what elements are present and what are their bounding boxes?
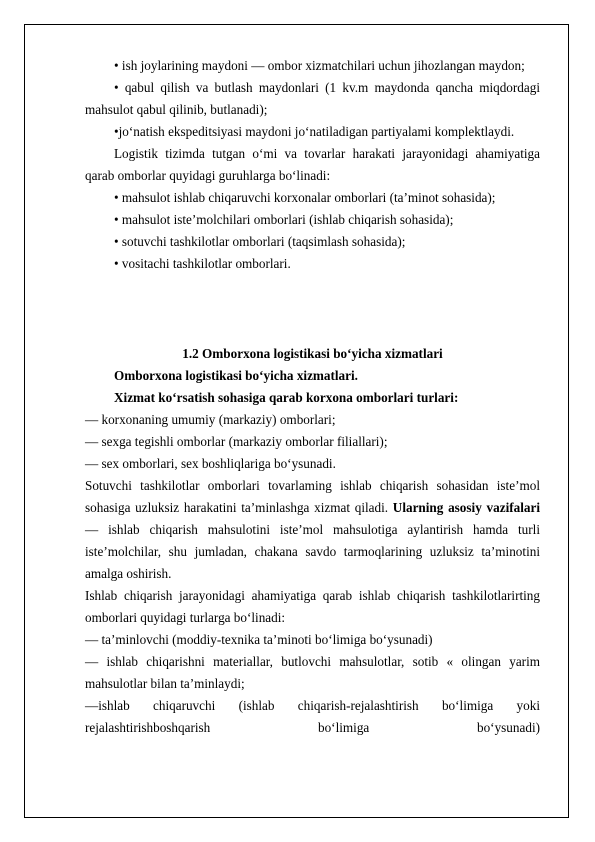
document-body-bottom	[85, 343, 540, 739]
paragraph-warehouse-groups: Logistik tizimda tutgan o‘mi va tovarlar harakati jarayonidagi ahamiyatiga qarab omborlar quyidagi guruhlarga bo‘linadi:	[85, 146, 540, 183]
bullet-producer-warehouses: • mahsulot ishlab chiqaruvchi korxonalar omborlari (ta’minot sohasida);	[114, 190, 496, 205]
dash-central-warehouses: — korxonaning umumiy (markaziy) omborlari;	[85, 412, 336, 427]
subheading-services: Omborxona logistikasi bo‘yicha xizmatlari.	[114, 368, 358, 383]
bullet-consumer-warehouses: • mahsulot iste’molchilari omborlari (ishlab chiqarish sohasida);	[114, 212, 454, 227]
bullet-receiving-area: • qabul qilish va butlash maydonlari (1 kv.m maydonda qancha miqdordagi mahsulot qabul qilinib, butlanadi);	[85, 80, 540, 117]
bullet-dispatch-area: •jo‘natish ekspeditsiyasi maydoni jo‘natiladigan partiyalami komplektlaydi.	[114, 124, 515, 139]
bullet-work-area: • ish joylarining maydoni — ombor xizmatchilari uchun jihozlangan maydon;	[114, 58, 525, 73]
document-body-top	[85, 55, 540, 275]
section-heading: 1.2 Omborxona logistikasi bo‘yicha xizmatlari	[182, 346, 443, 361]
dash-producing: —ishlab chiqaruvchi (ishlab chiqarish-rejalashtirish bo‘limiga yoki rejalashtirishboshqarish bo‘limiga bo‘ysunadi)	[85, 698, 540, 735]
dash-supplying: — ta’minlovchi (moddiy-texnika ta’minoti bo‘limiga bo‘ysunadi)	[85, 632, 433, 647]
paragraph-seller-warehouses	[85, 475, 540, 585]
paragraph-seller-bold: Ularning asosiy vazifalari	[392, 500, 540, 515]
paragraph-production-warehouses: Ishlab chiqarish jarayonidagi ahamiyatiga qarab ishlab chiqarish tashkilotlarirting omborlari quyidagi turlarga bo‘linadi:	[85, 588, 540, 625]
paragraph-seller-text-cont: — ishlab chiqarish mahsulotini iste’mol mahsulotiga aylantirish hamda turli iste’molchilar, shu jumladan, chakana savdo tarmoqlarining uzluksiz ta’minotini amalga oshirish.	[85, 522, 540, 581]
bullet-intermediary-warehouses: • vositachi tashkilotlar omborlari.	[114, 256, 291, 271]
paragraph-seller-text: Sotuvchi tashkilotlar omborlari tovarlaming ishlab chiqarish sohasidan iste’mol sohasiga uzluksiz harakatini ta’minlashga xizmat qiladi.	[85, 478, 540, 515]
dash-materials-supply: — ishlab chiqarishni materiallar, butlovchi mahsulotlar, sotib « olingan yarim mahsulotlar bilan ta’minlaydi;	[85, 654, 540, 691]
subheading-warehouse-types: Xizmat ko‘rsatish sohasiga qarab korxona omborlari turlari:	[114, 390, 459, 405]
dash-shop-subordinate: — sex omborlari, sex boshliqlariga bo‘ysunadi.	[85, 456, 336, 471]
bullet-seller-warehouses: • sotuvchi tashkilotlar omborlari (taqsimlash sohasida);	[114, 234, 406, 249]
dash-shop-warehouses: — sexga tegishli omborlar (markaziy omborlar filiallari);	[85, 434, 388, 449]
